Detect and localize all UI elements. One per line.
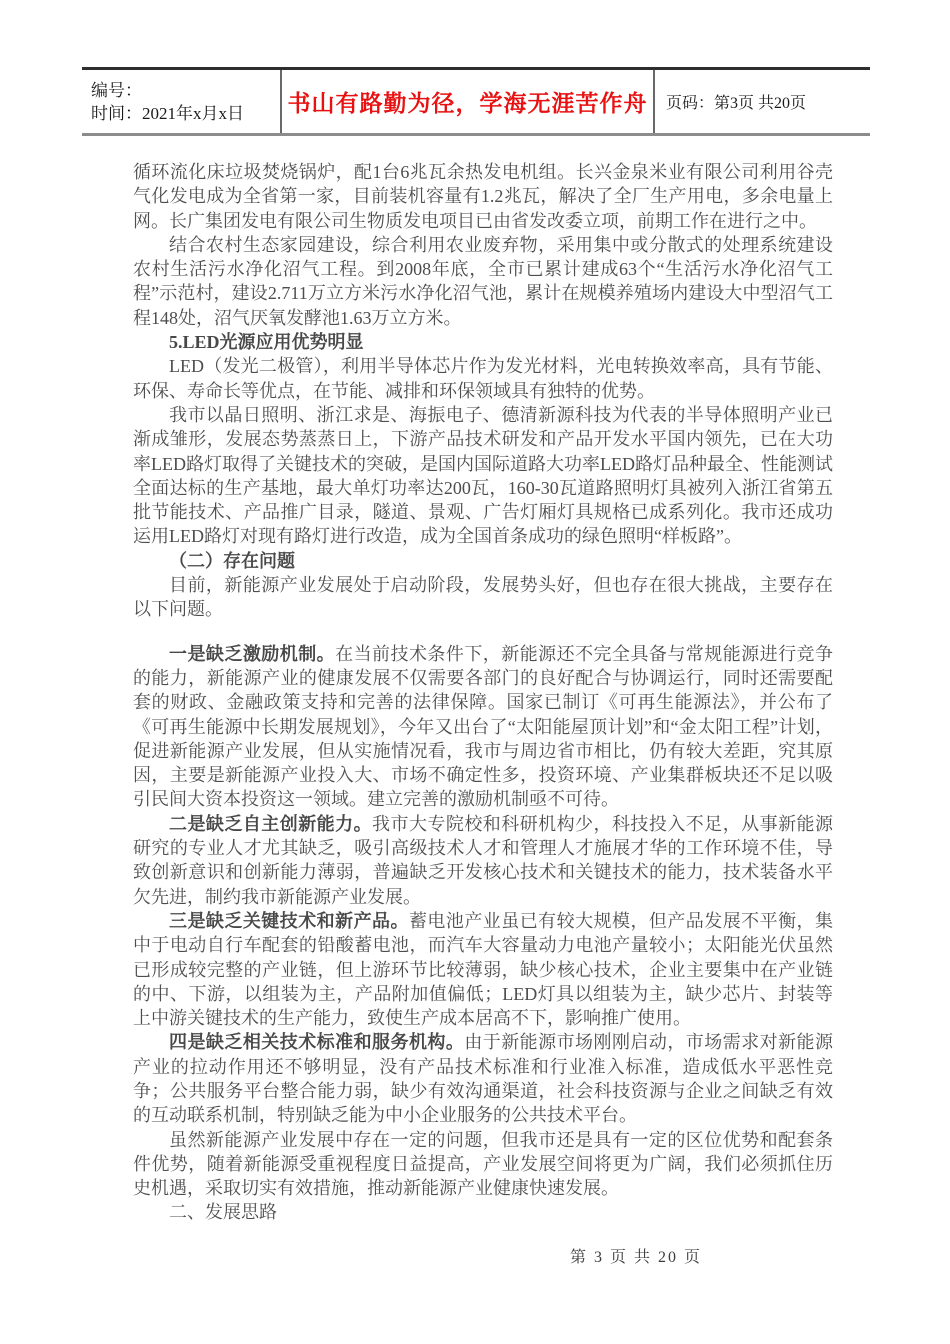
header-cell-meta xyxy=(82,70,280,133)
header-table xyxy=(82,67,870,136)
paragraph: 一是缺乏激励机制。在当前技术条件下，新能源还不完全具备与常规能源进行竞争的能力，新能源产业的健康发展不仅需要各部门的良好配合与协调运行，同时还需要配套的财政、金融政策支持和完善的法律保障。国家已制订《可再生能源法》，并公布了《可再生能源中长期发展规划》，今年又出台了“太阳能屋顶计划”和“金太阳工程”计划，促进新能源产业发展，但从实施情况看，我市与周边省市相比，仍有较大差距，究其原因，主要是新能源产业投入大、市场不确定性多，投资环境、产业集群板块还不足以吸引民间大资本投资这一领域。建立完善的激励机制亟不可待。 xyxy=(133,643,834,810)
paragraph: 我市以晶日照明、浙江求是、海振电子、德清新源科技为代表的半导体照明产业已渐成雏形，发展态势蒸蒸日上，下游产品技术研发和产品开发水平国内领先，已在大功率LED路灯取得了关键技术的突破，是国内国际道路大功率LED路灯品种最全、性能测试全面达标的生产基地，最大单灯功率达200瓦，160-30瓦道路照明灯具被列入浙江省第五批节能技术、产品推广目录，隧道、景观、广告灯厢灯具规格已成系列化。我市还成功运用LED路灯对现有路灯进行改造，成为全国首条成功的绿色照明“样板路”。 xyxy=(133,404,833,547)
date-label: 时间：2021年x月x日 xyxy=(91,103,244,123)
paragraph: 二是缺乏自主创新能力。我市大专院校和科研机构少，科技投入不足，从事新能源研究的专业人才尤其缺乏，吸引高级技术人才和管理人才施展才华的工作环境不佳，导致创新意识和创新能力薄弱，普遍缺乏开发核心技术和关键技术的能力，技术装备水平欠先进，制约我市新能源产业发展。 xyxy=(133,813,834,907)
paragraph: 三是缺乏关键技术和新产品。蓄电池产业虽已有较大规模，但产品发展不平衡，集中于电动自行车配套的铅酸蓄电池，而汽车大容量动力电池产量较小；太阳能光伏虽然已形成较完整的产业链，但上游环节比较薄弱，缺少核心技术，企业主要集中在产业链的中、下游，以组装为主，产品附加值偏低；LED灯具以组装为主，缺少芯片、封装等上中游关键技术的生产能力，致使生产成本居高不下，影响推广使用。 xyxy=(133,910,834,1029)
page-footer xyxy=(570,1244,702,1267)
motto-text: 书山有路勤为径，学海无涯苦作舟 xyxy=(287,91,648,116)
header-cell-motto xyxy=(280,70,655,133)
paragraph: LED（发光二极管），利用半导体芯片作为发光材料，光电转换效率高，具有节能、环保、寿命长等优点，在节能、减排和环保领域具有独特的优势。 xyxy=(133,356,833,401)
paragraph: 四是缺乏相关技术标准和服务机构。由于新能源市场刚刚启动，市场需求对新能源产业的拉动作用还不够明显，没有产品技术标准和行业准入标准，造成低水平恶性竞争；公共服务平台整合能力弱，缺少有效沟通渠道，社会科技资源与企业之间缺乏有效的互动联系机制，特别缺乏能为中小企业服务的公共技术平台。 xyxy=(133,1032,833,1126)
paragraph: 结合农村生态家园建设，综合利用农业废弃物，采用集中或分散式的处理系统建设农村生活污水净化沼气工程。到2008年底，全市已累计建成63个“生活污水净化沼气工程”示范村，建设2.711万立方米污水净化沼气池，累计在规模养殖场内建设大中型沼气工程148处，沼气厌氧发酵池1.63万立方米。 xyxy=(133,234,833,328)
paragraph: 二、发展思路 xyxy=(169,1202,277,1223)
paragraph: 循环流化床垃圾焚烧锅炉，配1台6兆瓦余热发电机组。长兴金泉米业有限公司利用谷壳气化发电成为全省第一家，目前装机容量有1.2兆瓦，解决了全厂生产用电，多余电量上网。长广集团发电有限公司生物质发电项目已由省发改委立项，前期工作在进行之中。 xyxy=(133,162,833,231)
paragraph: 目前，新能源产业发展处于启动阶段，发展势头好，但也存在很大挑战，主要存在以下问题。 xyxy=(133,575,833,620)
footer-page-info: 第 3 页 共 20 页 xyxy=(570,1249,703,1266)
page-number-label: 页码：第3页 共20页 xyxy=(666,95,807,112)
number-label: 编号： xyxy=(91,80,142,100)
header-cell-page xyxy=(655,70,868,133)
document-body xyxy=(133,160,833,1225)
paragraph-heading: 5.LED光源应用优势明显 xyxy=(169,332,364,353)
paragraph-heading: （二）存在问题 xyxy=(169,550,295,571)
paragraph: 虽然新能源产业发展中存在一定的问题，但我市还是具有一定的区位优势和配套条件优势，随着新能源受重视程度日益提高，产业发展空间将更为广阔，我们必须抓住历史机遇，采取切实有效措施，推动新能源产业健康快速发展。 xyxy=(133,1129,833,1199)
blank-line xyxy=(133,622,833,642)
